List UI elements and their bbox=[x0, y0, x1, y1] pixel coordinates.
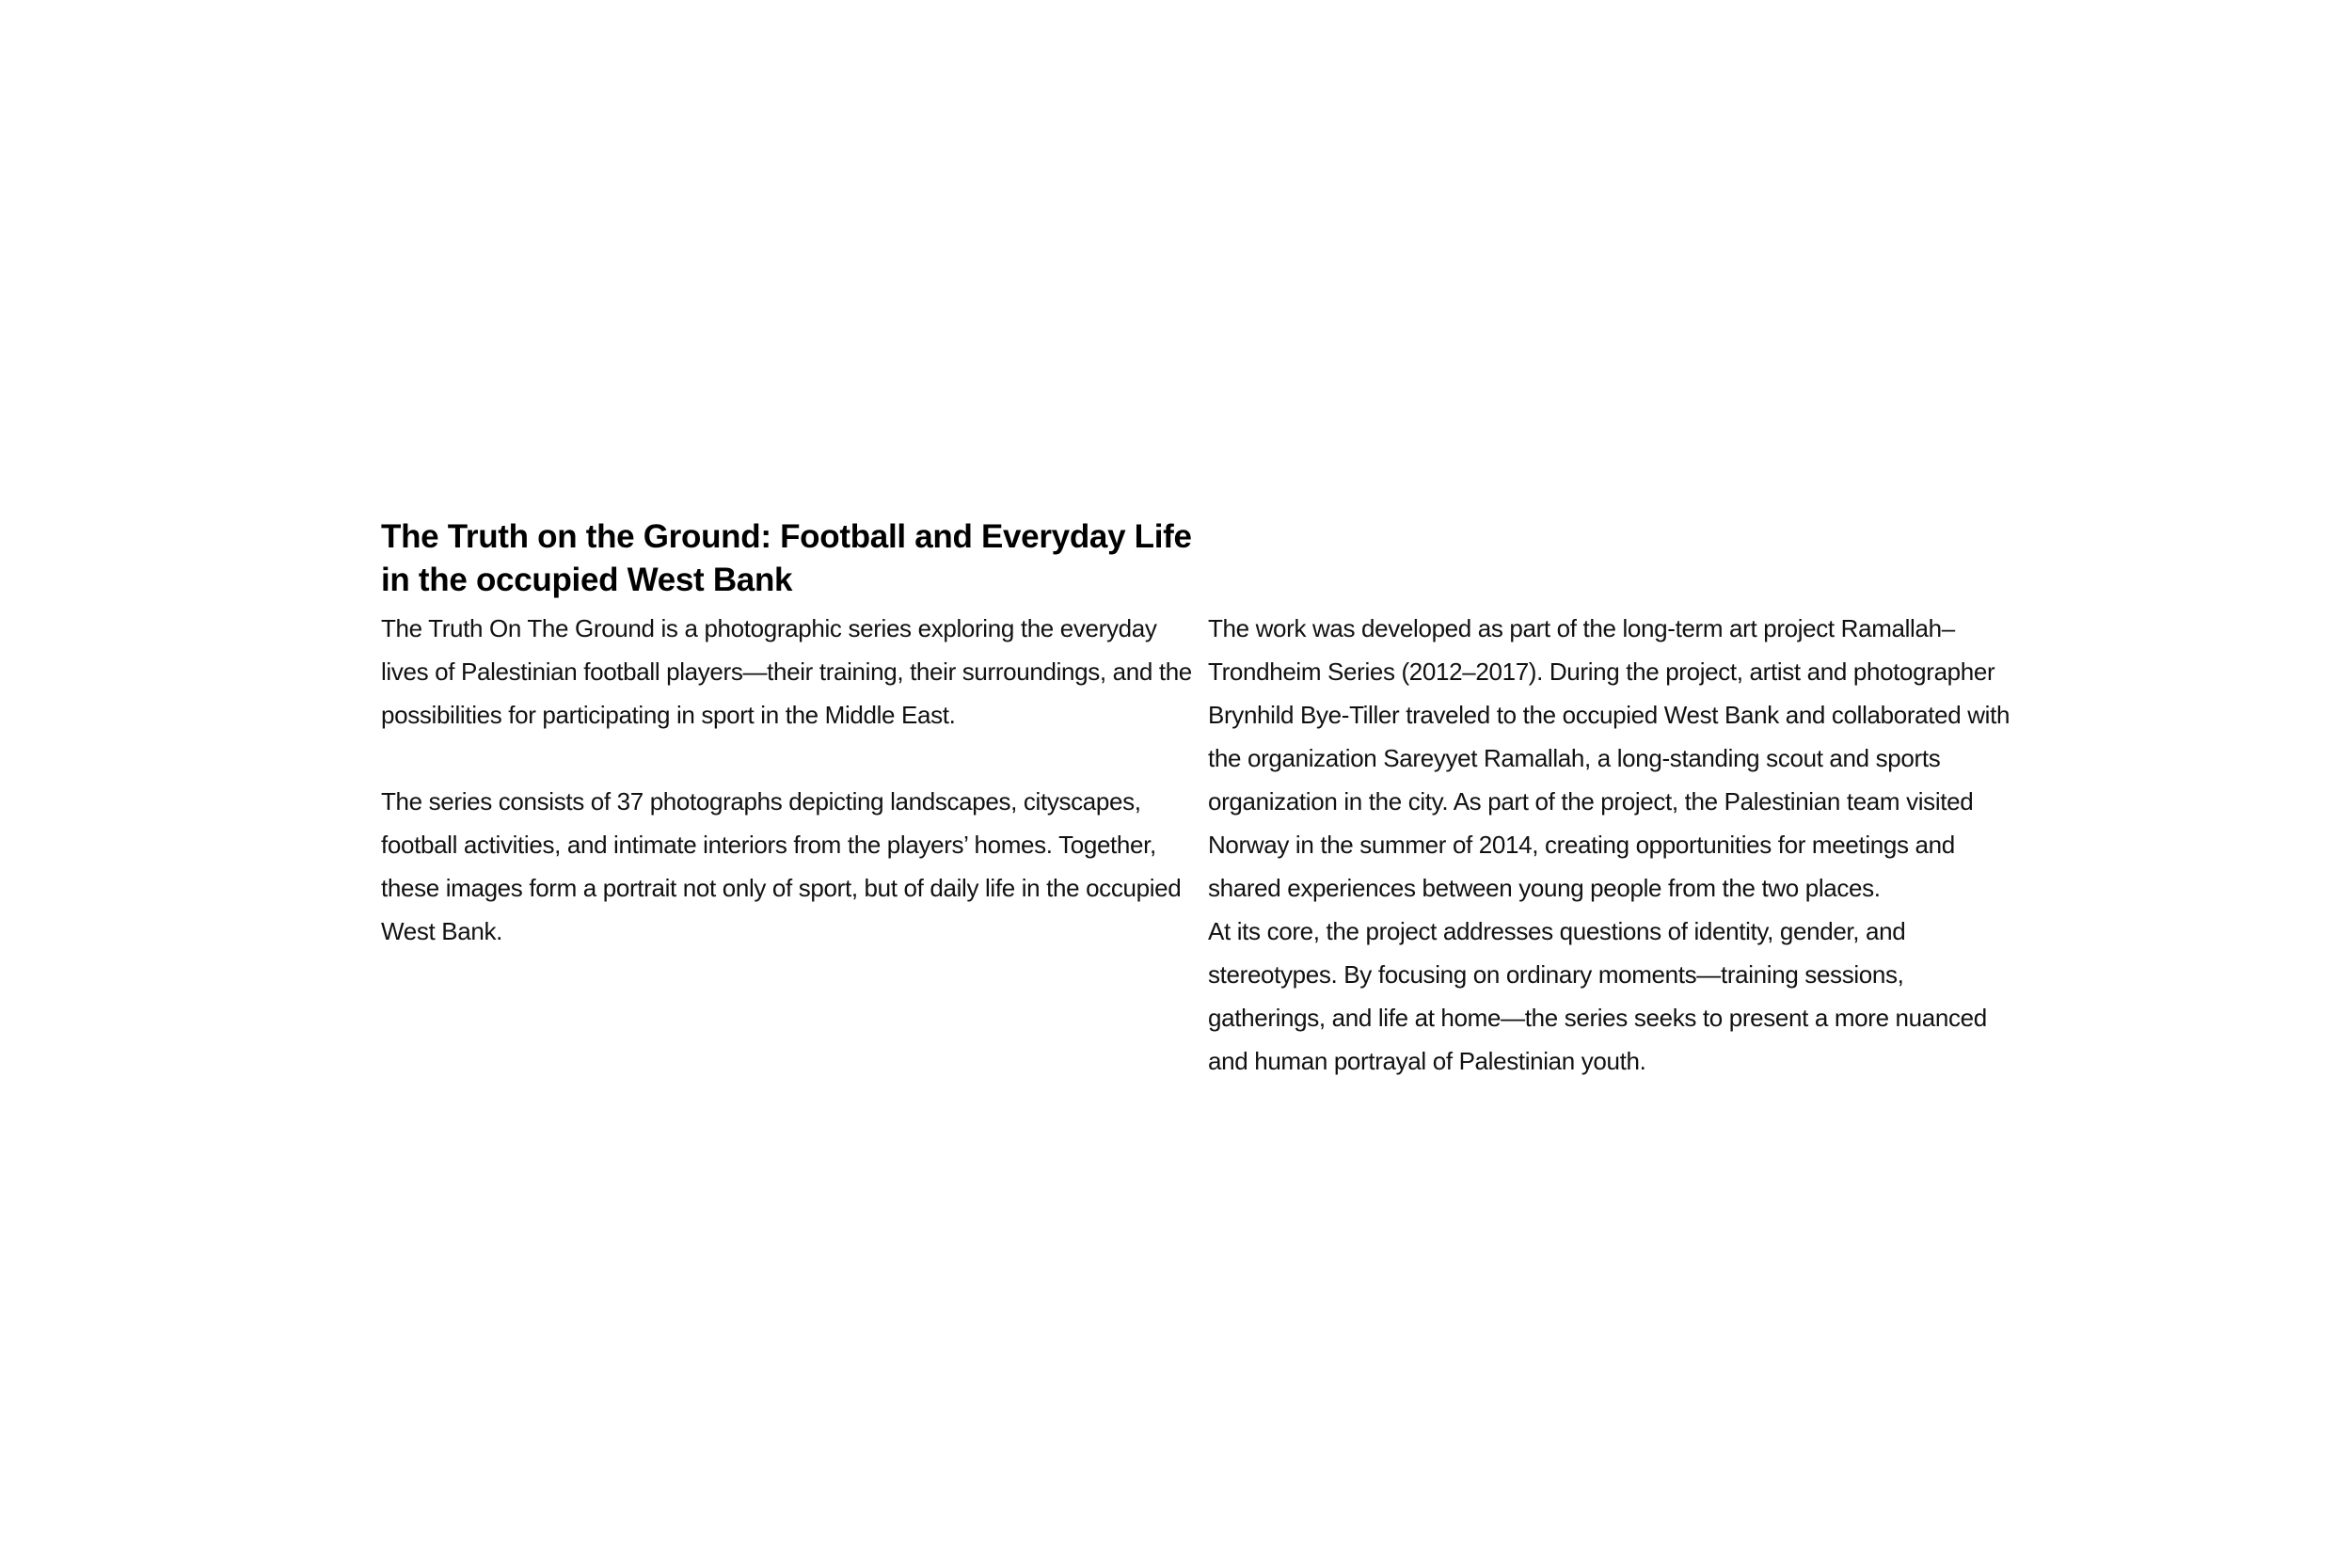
intro-paragraph: The Truth On The Ground is a photographic series exploring the everyday lives of Palestinian football players—their training, their surroundings, and the possibilities for participating in sport in the Middle East. bbox=[381, 614, 1192, 729]
project-background-paragraph: The work was developed as part of the long-term art project Ramallah–Trondheim Series (2012–2017). During the project, artist and photographer Brynhild Bye-Tiller traveled to the occupied West Bank and collaborated with the organization Sareyyet Ramallah, a long-standing scout and sports organization in the city. As part of the project, the Palestinian team visited Norway in the summer of 2014, creating opportunities for meetings and shared experiences between young people from the two places. bbox=[1208, 614, 2010, 902]
left-text-column bbox=[381, 607, 1195, 953]
series-description-paragraph: The series consists of 37 photographs depicting landscapes, cityscapes, football activities, and intimate interiors from the players’ homes. Together, these images form a portrait not only of sport, but of daily life in the occupied West Bank. bbox=[381, 787, 1182, 945]
right-text-column bbox=[1208, 607, 2017, 1083]
project-aims-paragraph: At its core, the project addresses questions of identity, gender, and stereotypes. By focusing on ordinary moments—training sessions, gatherings, and life at home—the series seeks to present a more nuanced and human portrayal of Palestinian youth. bbox=[1208, 917, 1987, 1075]
page-title: The Truth on the Ground: Football and Everyday Life in the occupied West Bank bbox=[381, 518, 1192, 598]
